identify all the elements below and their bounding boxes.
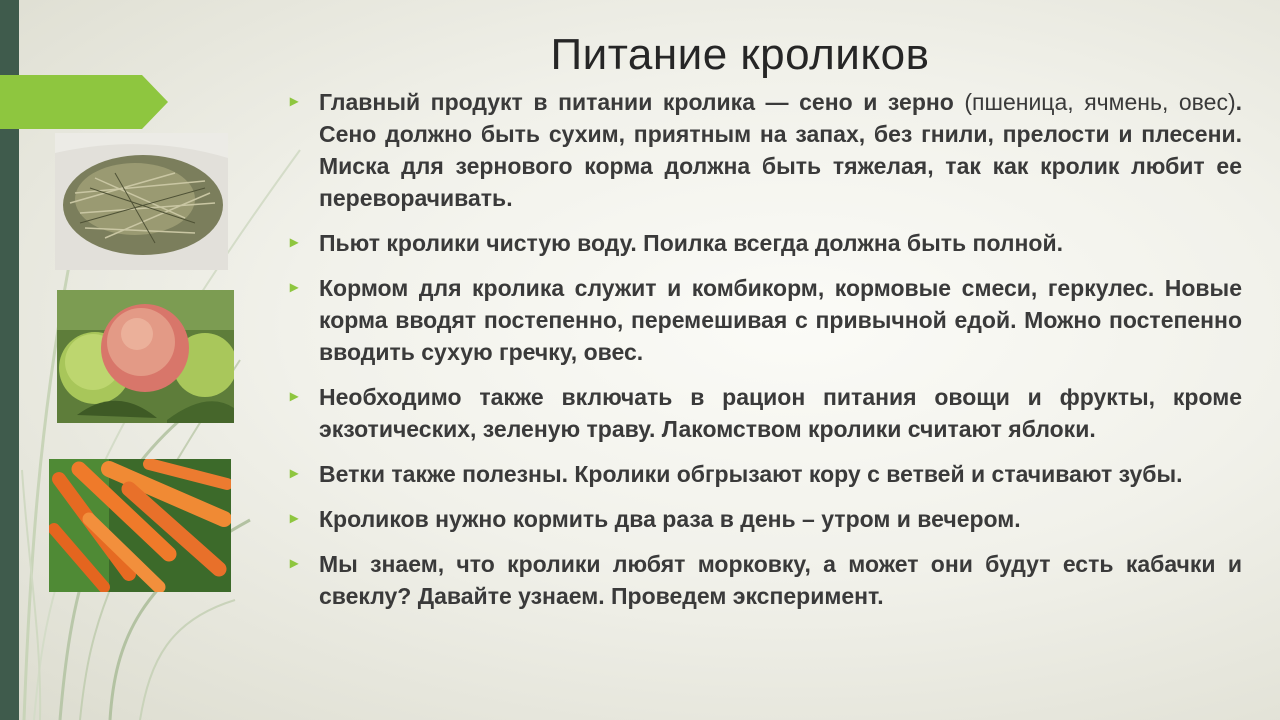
slide-title: Питание кроликов — [550, 30, 930, 79]
triangle-bullet-icon: ▸ — [290, 234, 299, 251]
bullet-text: Ветки также полезны. Кролики обгрызают кору с ветвей и стачивают зубы. — [319, 461, 1183, 487]
bullet-text: Необходимо также включать в рацион питания овощи и фрукты, кроме экзотических, зеленую траву. Лакомством кролики считают яблоки. — [319, 384, 1242, 442]
bullet-item — [290, 548, 1242, 612]
hay-photo — [55, 133, 228, 270]
apples-photo — [57, 290, 234, 423]
bullet-text: Пьют кролики чистую воду. Поилка всегда должна быть полной. — [319, 230, 1063, 256]
bullet-text: Кормом для кролика служит и комбикорм, кормовые смеси, геркулес. Новые корма вводят постепенно, перемешивая с привычной едой. Можно постепенно вводить сухую гречку, овес. — [319, 275, 1242, 365]
triangle-bullet-icon: ▸ — [290, 279, 299, 296]
carrots-photo — [49, 459, 231, 592]
bullet-text: Мы знаем, что кролики любят морковку, а может они будут есть кабачки и свеклу? Давайте узнаем. Проведем эксперимент. — [319, 551, 1242, 609]
triangle-bullet-icon: ▸ — [290, 510, 299, 527]
bullet-item — [290, 381, 1242, 445]
accent-tab — [0, 75, 168, 129]
bullet-item — [290, 503, 1242, 535]
triangle-bullet-icon: ▸ — [290, 465, 299, 482]
bullet-text: Главный продукт в питании кролика — сено и зерно — [319, 89, 965, 115]
bullet-item — [290, 86, 1242, 214]
bullet-text: . Сено должно быть сухим, приятным на запах, без гнили, прелости и плесени. Миска для зернового корма должна быть тяжелая, так как кролик любит ее переворачивать. — [319, 89, 1242, 211]
triangle-bullet-icon: ▸ — [290, 93, 299, 110]
bullet-text: (пшеница, ячмень, овес) — [964, 89, 1236, 115]
bullet-item — [290, 227, 1242, 259]
bullet-text: Кроликов нужно кормить два раза в день – утром и вечером. — [319, 506, 1021, 532]
bullet-item — [290, 458, 1242, 490]
triangle-bullet-icon: ▸ — [290, 388, 299, 405]
bullet-item — [290, 272, 1242, 368]
bullet-list — [290, 86, 1242, 625]
triangle-bullet-icon: ▸ — [290, 555, 299, 572]
